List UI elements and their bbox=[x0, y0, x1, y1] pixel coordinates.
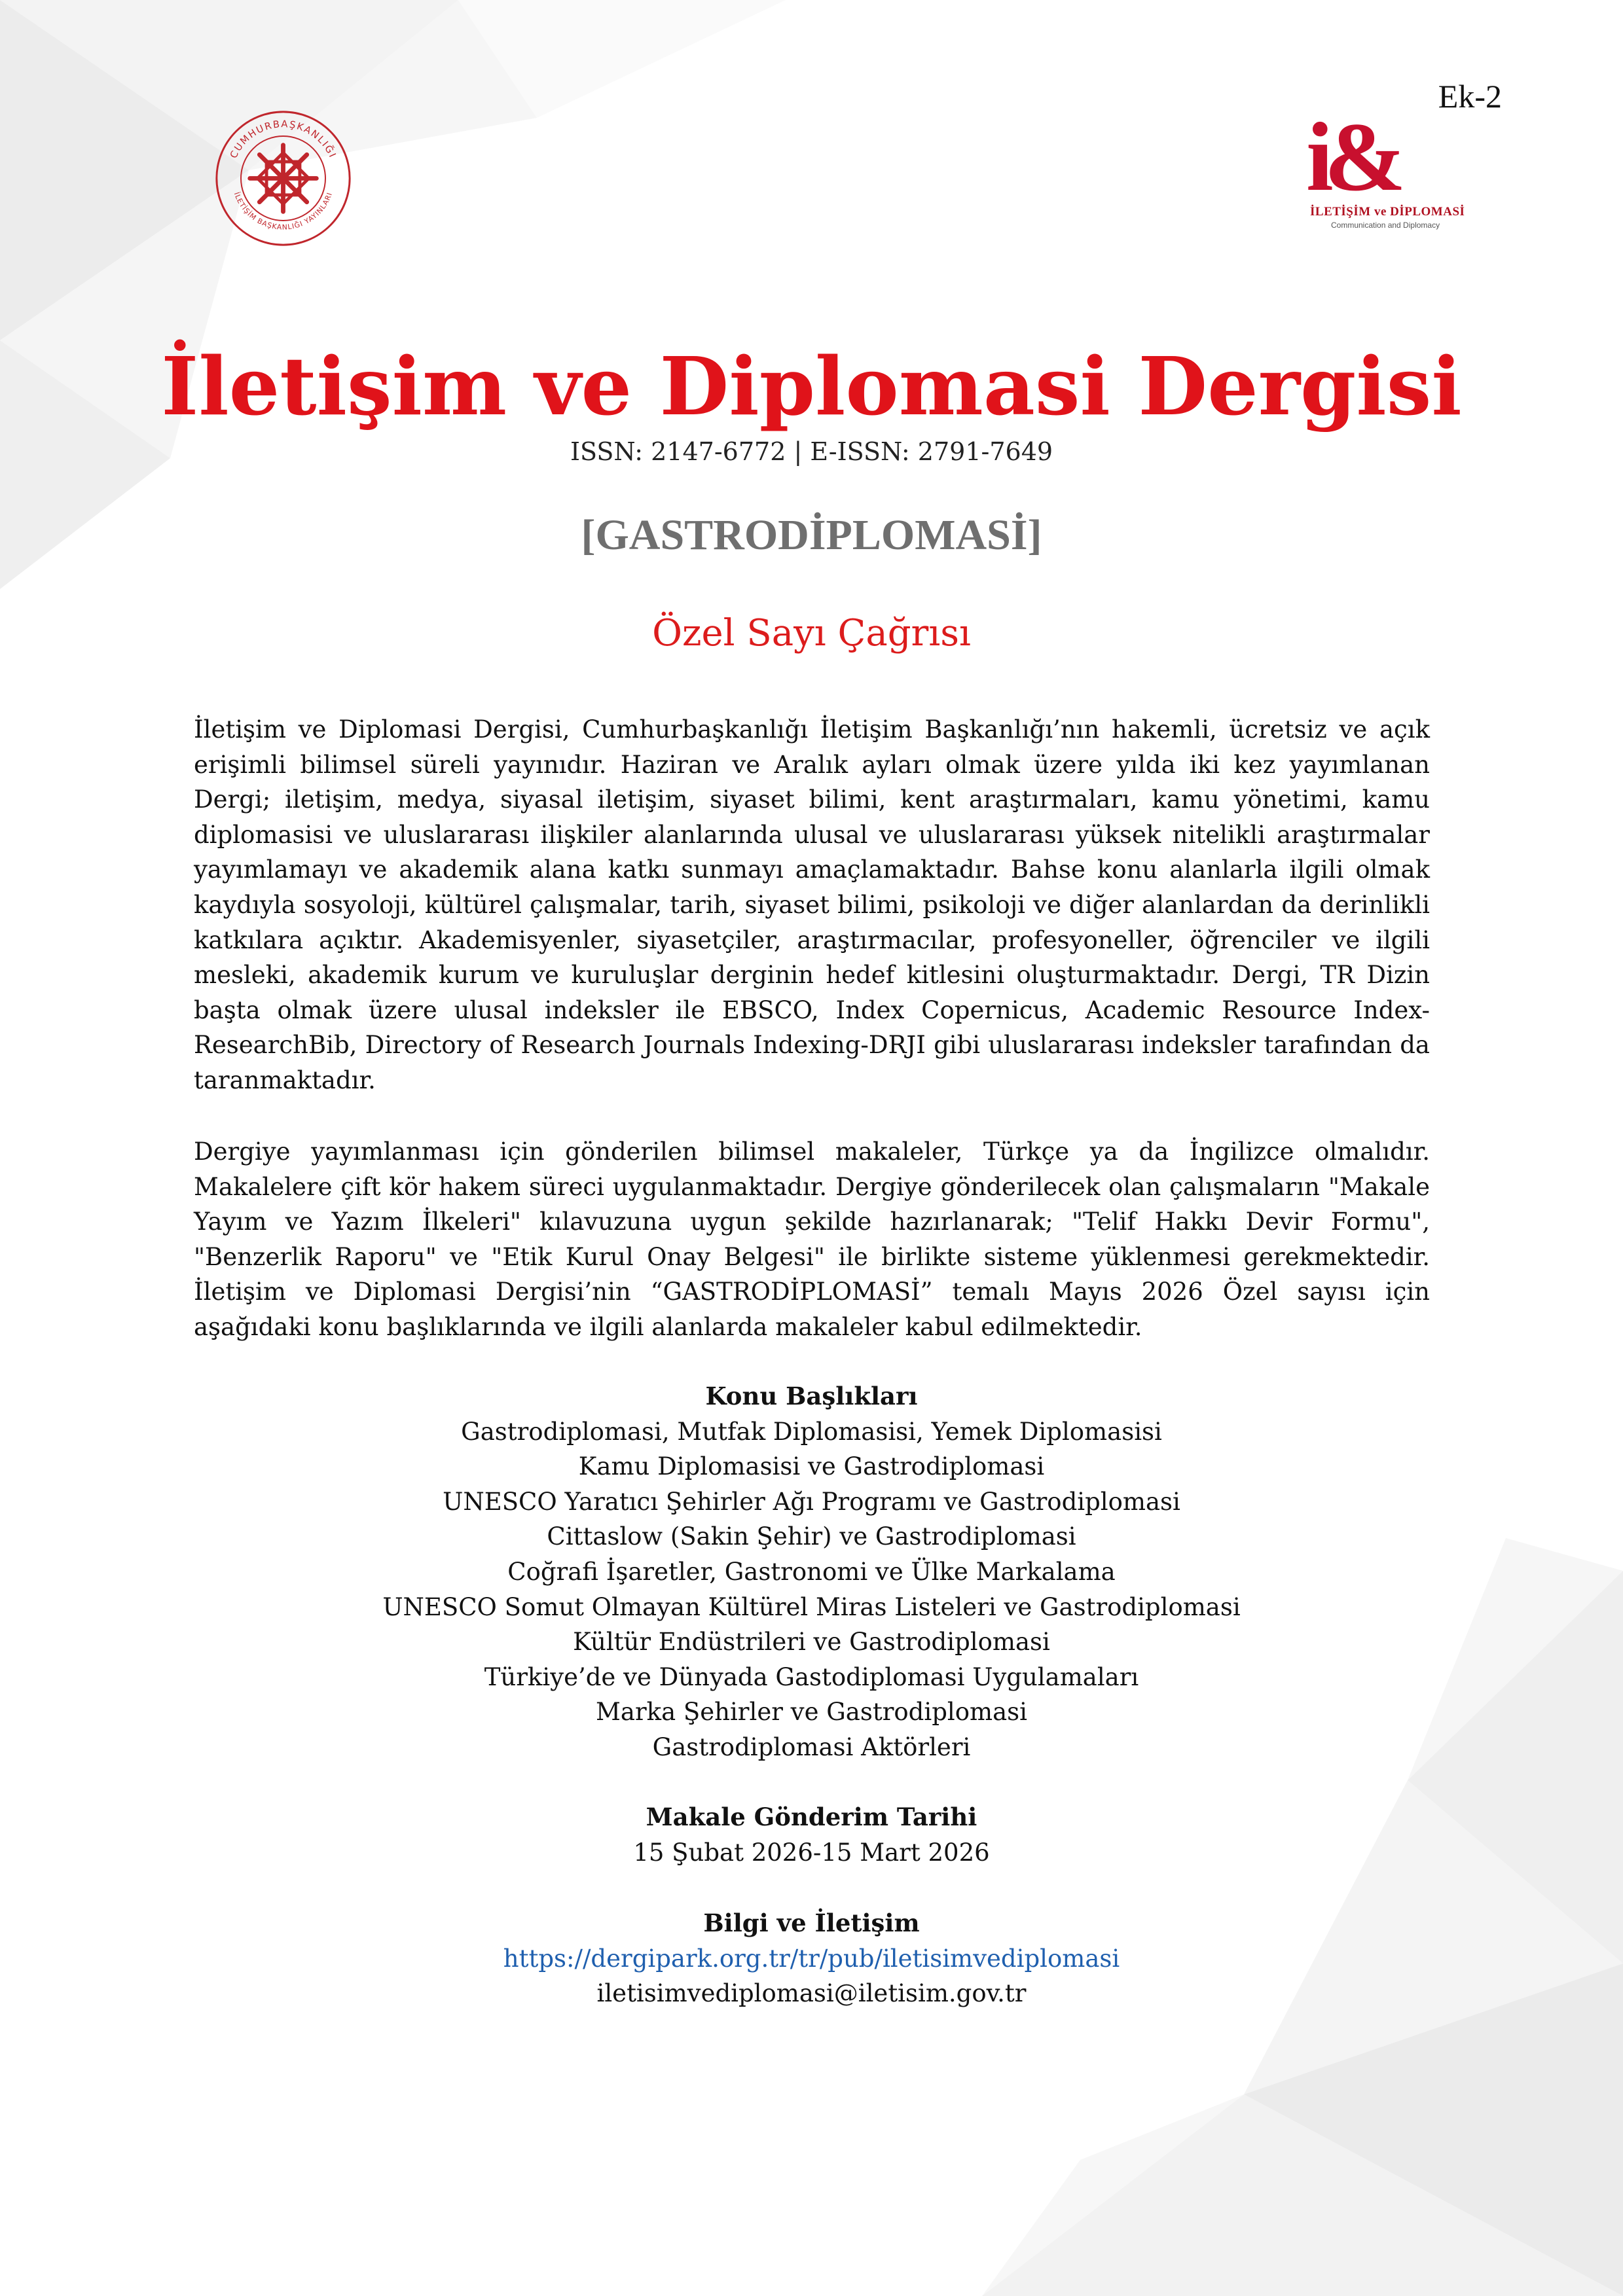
seal-ring-text-bottom: İLETİŞİM BAŞKANLIĞI YAYINLARI bbox=[232, 191, 335, 232]
logo-mark: i& bbox=[1306, 103, 1397, 211]
journal-website-link[interactable]: https://dergipark.org.tr/tr/pub/iletisimvediplomasi bbox=[503, 1944, 1120, 1973]
topic-item: Gastrodiplomasi, Mutfak Diplomasisi, Yemek Diplomasisi bbox=[461, 1417, 1162, 1446]
topic-item: Türkiye’de ve Dünyada Gastodiplomasi Uygulamaları bbox=[484, 1662, 1139, 1691]
contact-email: iletisimvediplomasi@iletisim.gov.tr bbox=[596, 1979, 1027, 2008]
topic-item: Marka Şehirler ve Gastrodiplomasi bbox=[596, 1698, 1027, 1727]
call-for-papers-heading: Özel Sayı Çağrısı bbox=[652, 612, 971, 655]
submission-dates-heading: Makale Gönderim Tarihi bbox=[646, 1803, 977, 1831]
annex-label: Ek-2 bbox=[1438, 78, 1502, 115]
topic-item: Gastrodiplomasi Aktörleri bbox=[652, 1732, 971, 1761]
presidency-seal-icon bbox=[213, 108, 354, 249]
topics-heading: Konu Başlıkları bbox=[705, 1382, 918, 1410]
submission-paragraph: Dergiye yayımlanması için gönderilen bilimsel makaleler, Türkçe ya da İngilizce olmalıdır. Makalelere çift kör hakem süreci uygulanmaktadır. Dergiye gönderilecek olan çalışmaların "Makale Yayım ve Yazım İlkeleri" kılavuzuna uygun şekilde hazırlanarak; "Telif Hakkı Devir Formu", "Benzerlik Raporu" ve "Etik Kurul Onay Belgesi" ile birlikte sisteme yüklenmesi gerekmektedir. İletişim ve Diplomasi Dergisi’nin “GASTRODİPLOMASİ” temalı Mayıs 2026 Özel sayısı için aşağıdaki konu başlıklarında ve ilgili alanlarda makaleler kabul edilmektedir. bbox=[194, 1138, 1430, 1341]
submission-dates: 15 Şubat 2026-15 Mart 2026 bbox=[633, 1838, 990, 1867]
topic-item: Cittaslow (Sakin Şehir) ve Gastrodiplomasi bbox=[547, 1522, 1076, 1551]
topic-item: Kültür Endüstrileri ve Gastrodiplomasi bbox=[573, 1628, 1050, 1657]
topic-item: Kamu Diplomasisi ve Gastrodiplomasi bbox=[578, 1452, 1045, 1481]
submission-dates-section bbox=[0, 1800, 1623, 1870]
logo-name: İLETİŞİM ve DİPLOMASİ bbox=[1310, 205, 1465, 219]
topics-section bbox=[0, 1379, 1623, 1765]
journal-title: İletişim ve Diplomasi Dergisi bbox=[161, 339, 1462, 433]
journal-logo bbox=[1306, 103, 1465, 232]
issn-line: ISSN: 2147-6772 | E-ISSN: 2791-7649 bbox=[570, 437, 1053, 466]
topic-item: UNESCO Yaratıcı Şehirler Ağı Programı ve Gastrodiplomasi bbox=[443, 1487, 1180, 1516]
topic-item: Coğrafi İşaretler, Gastronomi ve Ülke Markalama bbox=[507, 1557, 1116, 1586]
logo-subtitle: Communication and Diplomacy bbox=[1331, 221, 1440, 230]
contact-heading: Bilgi ve İletişim bbox=[703, 1909, 920, 1937]
special-issue-theme: [GASTRODİPLOMASİ] bbox=[581, 511, 1042, 559]
intro-paragraph: İletişim ve Diplomasi Dergisi, Cumhurbaşkanlığı İletişim Başkanlığı’nın hakemli, ücretsiz ve açık erişimli bilimsel süreli yayınıdır. Haziran ve Aralık ayları olmak üzere yılda iki kez yayımlanan Dergi; iletişim, medya, siyasal iletişim, siyaset bilimi, kent araştırmaları, kamu yönetimi, kamu diplomasisi ve uluslararası ilişkiler alanlarında ulusal ve uluslararası yüksek nitelikli araştırmalar yayımlamayı ve akademik alana katkı sunmayı amaçlamaktadır. Bahse konu alanlarla ilgili olmak kaydıyla sosyoloji, kültürel çalışmalar, tarih, siyaset bilimi, psikoloji ve diğer alanlardan da derinlikli katkılara açıktır. Akademisyenler, siyasetçiler, araştırmacılar, profesyoneller, öğrenciler ve ilgili mesleki, akademik kurum ve kuruluşlar derginin hedef kitlesini oluşturmaktadır. Dergi, TR Dizin başta olmak üzere ulusal indeksler ile EBSCO, Index Copernicus, Academic Resource Index-ResearchBib, Directory of Research Journals Indexing-DRJI gibi uluslararası indeksler tarafından da taranmaktadır. bbox=[194, 715, 1430, 1094]
topic-item: UNESCO Somut Olmayan Kültürel Miras Listeleri ve Gastrodiplomasi bbox=[382, 1592, 1241, 1621]
seal-ring-text-top: CUMHURBAŞKANLIĞI bbox=[228, 118, 338, 160]
contact-section bbox=[0, 1906, 1623, 2011]
